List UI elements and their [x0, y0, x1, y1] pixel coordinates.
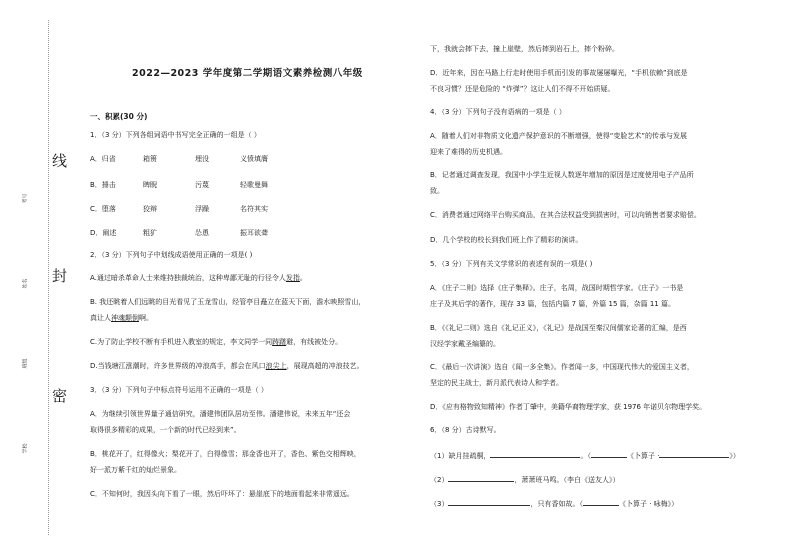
q4-option-b-line1: B．记者通过调查发现，我国中小学生近视人数逐年增加的原因是过度使用电子产品所: [430, 171, 694, 179]
q2-c-end: 避，有线被处分。: [286, 338, 343, 346]
q5-option-a-line2: 庄子及其后学的著作，现存 33 篇，包括内篇 7 篇，外篇 15 篇，杂篇 11 篇。: [430, 300, 675, 308]
q5-option-c-line1: C．《最后一次讲演》选自《闻一多全集》。作者闻一多，中国现代伟大的爱国主义者，: [430, 363, 694, 371]
q3-option-a-line2: 取得很多精彩的成果，一个新的时代已经到来”。: [90, 426, 241, 434]
q5-stem: 5．（3 分）下列有关文学常识的表述有误的一项是( ): [430, 260, 593, 268]
q6-line1: [430, 450, 740, 461]
q6-l3-source: 《卜算子 · 咏梅》）: [618, 500, 679, 508]
q6-l1-blank3[interactable]: [659, 450, 729, 458]
q4-option-b-line2: 致。: [430, 187, 444, 195]
q6-l1-mid: 。（: [580, 452, 591, 460]
q6-l3-blank2[interactable]: [583, 498, 619, 506]
q2-stem: 2．（3 分）下列句子中划线成语使用正确的一项是( ): [90, 251, 253, 259]
q2-option-b-line2: [90, 314, 153, 323]
q1-option-b: [90, 180, 268, 190]
q1-option-a: [90, 154, 268, 164]
q4-option-c: C．消费者通过网络平台购买商品，在其合法权益受到损害时，可以向销售者要求赔偿。: [430, 211, 701, 219]
q2-option-a: [90, 274, 307, 283]
q3-option-a-line1: A．为继续引领世界量子通信研究，潘建伟团队居功至伟。潘建伟说，未来五年“还会: [90, 410, 351, 418]
q3-option-b-line1: B．桃花开了，红得像火；梨花开了，白得像雪；那金香也开了，香色、紫色交相辉映，: [90, 450, 361, 458]
q1-d-label: D．阐述: [90, 229, 117, 237]
q1-a-label: A．归省: [90, 155, 116, 163]
q1-c-w2: 浮躁: [195, 205, 209, 213]
q6-l1-source: 《卜算子 ·: [626, 452, 660, 460]
q6-l2-suffix: ，萧萧班马鸣。（李白《送友人》）: [514, 476, 620, 484]
q1-b-label: B．捶击: [90, 181, 116, 189]
q6-l3-blank[interactable]: [448, 498, 530, 506]
q2-option-c: [90, 338, 342, 347]
q6-line3: [430, 498, 678, 509]
q1-d-w2: 怂恿: [195, 229, 209, 237]
q1-a-w2: 埋没: [195, 155, 209, 163]
q2-a-text: A.通过暗杀革命人士来维持独裁统治，这种卑鄙无耻的行径令人: [90, 274, 286, 282]
q6-l1-blank2[interactable]: [591, 450, 627, 458]
q1-d-w1: 粗犷: [143, 229, 157, 237]
margin-char-mi: 密: [52, 387, 68, 405]
q2-b-text: 真让人: [90, 314, 111, 322]
margin-char-feng: 封: [52, 267, 68, 285]
q3-option-d-line2: 不良习惯？还是危险的 “炸弹”？这让人们不得不开始质疑。: [430, 85, 615, 93]
q6-l2-blank[interactable]: [448, 474, 514, 482]
margin-char-xian: 线: [52, 152, 68, 170]
q3-stem: 3．（3 分）下列句子中标点符号运用不正确的一项是（ ）: [90, 386, 268, 394]
q2-a-underline: 发指: [285, 274, 300, 282]
q1-c-w3: 名符其实: [240, 205, 268, 213]
q6-l1-prefix: （1）缺月挂疏桐，: [430, 452, 491, 460]
q6-l1-blank[interactable]: [490, 450, 580, 458]
q2-d-end: ，展现高超的冲浪技艺。: [286, 362, 364, 370]
q5-option-b-line1: B．《《礼记二则》选自《礼记正义》，《礼记》是战国至秦汉间儒家论著的汇编，是西: [430, 324, 687, 332]
q1-option-c: [90, 204, 268, 214]
q6-l3-mid: ，只有香如故。（: [530, 500, 583, 508]
q2-a-end: 。: [299, 274, 307, 282]
section-heading: 一、积累(30 分): [90, 112, 148, 121]
q1-b-w2: 污蔑: [195, 181, 209, 189]
q4-option-a-line2: 迎来了难得的历史机遇。: [430, 148, 507, 156]
q2-b-underline: 神魂颠倒: [111, 314, 139, 322]
q4-stem: 4．（3 分）下列句子没有语病的一项是（ ）: [430, 108, 566, 116]
q5-option-d: D．《应有格物致知精神》作者丁肇中，美籍华裔物理学家，获 1976 年诺贝尔物理学奖。: [430, 403, 707, 411]
q1-d-w3: 振耳欲聋: [240, 229, 268, 237]
q6-l2-prefix: （2）: [430, 476, 449, 484]
q3-option-d-line1: D．近年来，因在马路上行走时使用手机而引发的事故屡屡曝光，“手机依赖”到底是: [430, 69, 688, 77]
q2-b-end: 啊。: [139, 314, 153, 322]
q2-c-underline: 踌躇: [272, 338, 287, 346]
q2-option-b-line1: B. 我还眺着人们远眺的目光看见了玉龙雪山，经管亭目矗立在蓝天下面，澹水映照雪山，: [90, 298, 366, 306]
field-class: 班级: [22, 358, 29, 369]
q3-option-c-line1: C．不知何时，我因头向下看了一眼，然后吓坏了：悬崖底下的地面看起来非常遥远。: [90, 490, 354, 498]
q1-stem: 1．（3 分）下列各组词语中书写完全正确的一组是（ ）: [90, 131, 261, 139]
field-name: 姓名: [22, 278, 29, 289]
binding-line: [48, 20, 49, 535]
q1-c-w1: 狡辩: [143, 205, 157, 213]
q5-option-c-line2: 坚定的民主战士，新月派代表诗人和学者。: [430, 379, 563, 387]
field-school: 学校: [22, 443, 29, 454]
q4-option-d: D．几个学校的校长到我们班上作了精彩的演讲。: [430, 236, 583, 244]
q1-a-w3: 义愤填膺: [240, 155, 268, 163]
q6-line2: [430, 474, 619, 485]
q6-l3-prefix: （3）: [430, 500, 449, 508]
field-exam-number: 考号: [22, 193, 29, 204]
q2-d-underline: 浪尖上: [265, 362, 287, 370]
q1-c-label: C．堕落: [90, 205, 116, 213]
q2-option-d: [90, 362, 364, 371]
q4-option-a-line1: A．随着人们对非物质文化遗产保护意识的不断增强，使得“变脸艺术”的传承与发展: [430, 132, 688, 140]
q5-option-b-line2: 汉经学家戴圣编纂的。: [430, 340, 500, 348]
q1-option-d: [90, 228, 268, 238]
page-title: 2022—2023 学年度第二学期语文素养检测八年级: [132, 68, 363, 79]
q2-d-text: D.当钱塘江涨潮时，许多世界级的冲浪高手，都会在风口: [90, 362, 266, 370]
q5-option-a-line1: A．《庄子二则》选择《庄子集释》。庄子，名周，战国时期哲学家。《庄子》一书是: [430, 284, 684, 292]
q1-a-w1: 箱篑: [143, 155, 157, 163]
q2-c-text: C.为了防止学校不断有手机进入教室的规定，李文同学一同: [90, 338, 273, 346]
q1-b-w1: 睥睨: [143, 181, 157, 189]
q6-l1-end: 》）: [729, 452, 740, 460]
q3-option-c-line2: 下，我就会摔下去，撞上崖壁，然后摔到岩石上，摔个粉碎。: [430, 45, 619, 53]
q6-stem: 6．（8 分）古诗默写。: [430, 426, 501, 434]
q1-b-w3: 轻歌曼舞: [240, 181, 268, 189]
q3-option-b-line2: 好一派万紫千红的灿烂景象。: [90, 466, 181, 474]
